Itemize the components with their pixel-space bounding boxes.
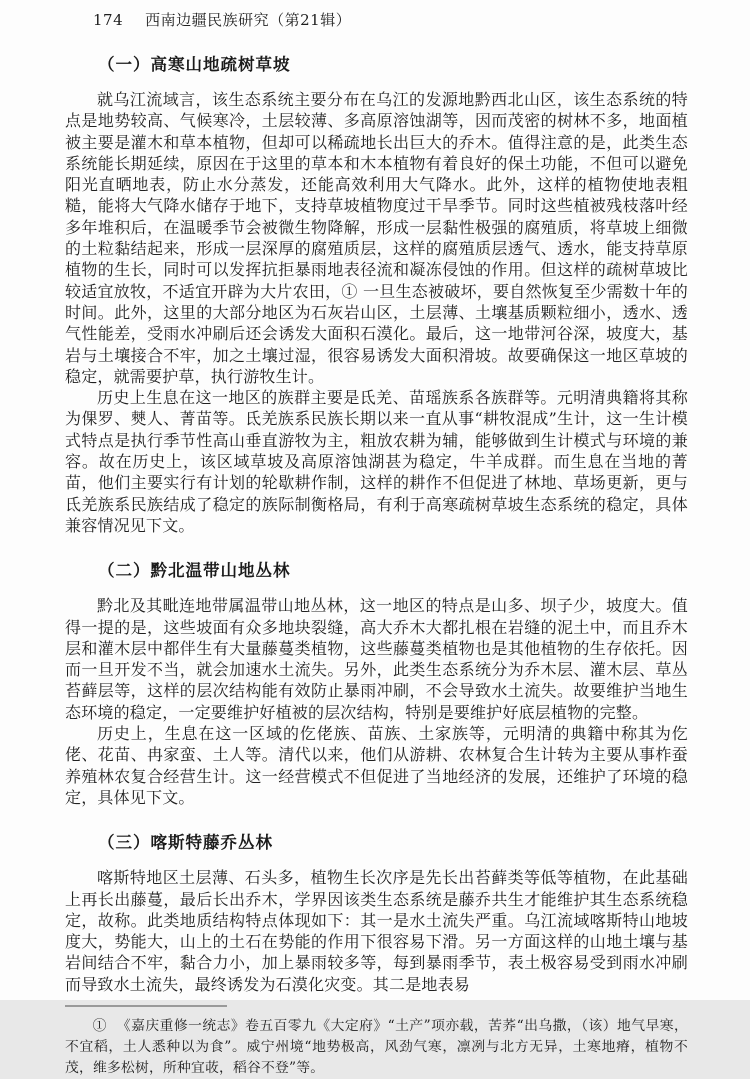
paragraph-2-1: 黔北及其毗连地带属温带山地丛林，这一地区的特点是山多、坝子少，坡度大。值得一提的是，这些坡面有众多地块裂缝，高大乔木大都扎根在岩缝的泥土中，而且乔木层和灌木层中都伴生有大量藤蔓类植物，这些藤蔓类植物也是其他植物的生存依托。因而一旦开发不当，就会加速水土流失。另外，此类生态系统分为乔木层、灌木层、草丛苔藓层等，这样的层次结构能有效防止暴雨冲刷，不会导致水土流失。故要维护当地生态环境的稳定，一定要维护好植被的层次结构，特别是要维护好底层植物的完整。	[65, 596, 688, 722]
footnote-divider	[65, 1005, 227, 1007]
footnote-marker: ①	[92, 1017, 107, 1034]
footnote-text: 《嘉庆重修一统志》卷五百零九《大定府》“土产”项亦载，苦荞“出乌撒，（该）地气早寒，不宜稻，土人悉种以为食”。威宁州境“地势极高，风劲气寒，凛冽与北方无异，土寒地瘠，植物不茂，维多松树，所种宜荍，稻谷不登”等。	[65, 1017, 688, 1076]
section-heading-3: （三）喀斯特藤乔丛林	[98, 833, 273, 853]
footnote-text-line	[65, 1016, 688, 1079]
journal-title: 西南边疆民族研究（第21辑）	[145, 11, 352, 29]
running-head	[65, 10, 688, 30]
paragraph-1-1: 就乌江流域言，该生态系统主要分布在乌江的发源地黔西北山区，该生态系统的特点是地势较高、气候寒冷，土层较薄、多高原溶蚀湖等，因而茂密的树林不多，地面植被主要是灌木和草本植物，但却可以稀疏地长出巨大的乔木。值得注意的是，此类生态系统能长期延续，原因在于这里的草本和木本植物有着良好的保土功能，不但可以避免阳光直晒地表，防止水分蒸发，还能高效利用大气降水。此外，这样的植物使地表粗糙，能将大气降水储存于地下，支持草坡植物度过干旱季节。同时这些植被残枝落叶经多年堆积后，在温暖季节会被微生物降解，形成一层黏性极强的腐殖质，将草坡上细微的土粒黏结起来，形成一层深厚的腐殖质层，这样的腐殖质层透气、透水，能支持草原植物的生长，同时可以发挥抗拒暴雨地表径流和凝冻侵蚀的作用。但这样的疏树草坡比较适宜放牧，不适宜开辟为大片农田，① 一旦生态被破坏，要自然恢复至少需数十年的时间。此外，这里的大部分地区为石灰岩山区，土层薄、土壤基质颗粒细小，透水、透气性能差，受雨水冲刷后还会诱发大面积石漠化。最后，这一地带河谷深，坡度大，基岩与土壤接合不牢，加之土壤过湿，很容易诱发大面积滑坡。故要确保这一地区草坡的稳定，就需要护草，执行游牧生计。	[65, 90, 688, 386]
page-number: 174	[93, 11, 124, 29]
paragraph-3-1: 喀斯特地区土层薄、石头多，植物生长次序是先长出苔藓类等低等植物，在此基础上再长出藤蔓，最后长出乔木，学界因该类生态系统是藤乔共生才能维护其生态系统稳定，故称。此类地质结构特点体现如下：其一是水土流失严重。乌江流域喀斯特山地坡度大，势能大，山上的土石在势能的作用下很容易下滑。另一方面这样的山地土壤与基岩间结合不牢，黏合力小，加上暴雨较多等，每到暴雨季节，表土极容易受到雨水冲刷而导致水土流失，最终诱发为石漠化灾变。其二是地表易	[65, 868, 688, 994]
footnote-block	[65, 1005, 688, 1079]
section-heading-2: （二）黔北温带山地丛林	[98, 561, 291, 581]
paragraph-1-2: 历史上生息在这一地区的族群主要是氐羌、苗瑶族系各族群等。元明清典籍将其称为倮罗、僰人、菁苗等。氐羌族系民族长期以来一直从事“耕牧混成”生计，这一生计模式特点是执行季节性高山垂直游牧为主，粗放农耕为辅，能够做到生计模式与环境的兼容。故在历史上，该区域草坡及高原溶蚀湖甚为稳定，牛羊成群。而生息在当地的菁苗，他们主要实行有计划的轮歇耕作制，这样的耕作不但促进了林地、草场更新，更与氐羌族系民族结成了稳定的族际制衡格局，有利于高寒疏树草坡生态系统的稳定，具体兼容情况见下文。	[65, 388, 688, 535]
section-heading-1: （一）高寒山地疏树草坡	[98, 55, 291, 74]
paragraph-2-2: 历史上，生息在这一区域的仡佬族、苗族、土家族等，元明清的典籍中称其为仡佬、花苗、冉家蛮、土人等。清代以来，他们从游耕、农林复合生计转为主要从事柞蚕养殖林农复合经营生计。这一经营模式不但促进了当地经济的发展，还维护了环境的稳定，具体见下文。	[65, 724, 688, 807]
